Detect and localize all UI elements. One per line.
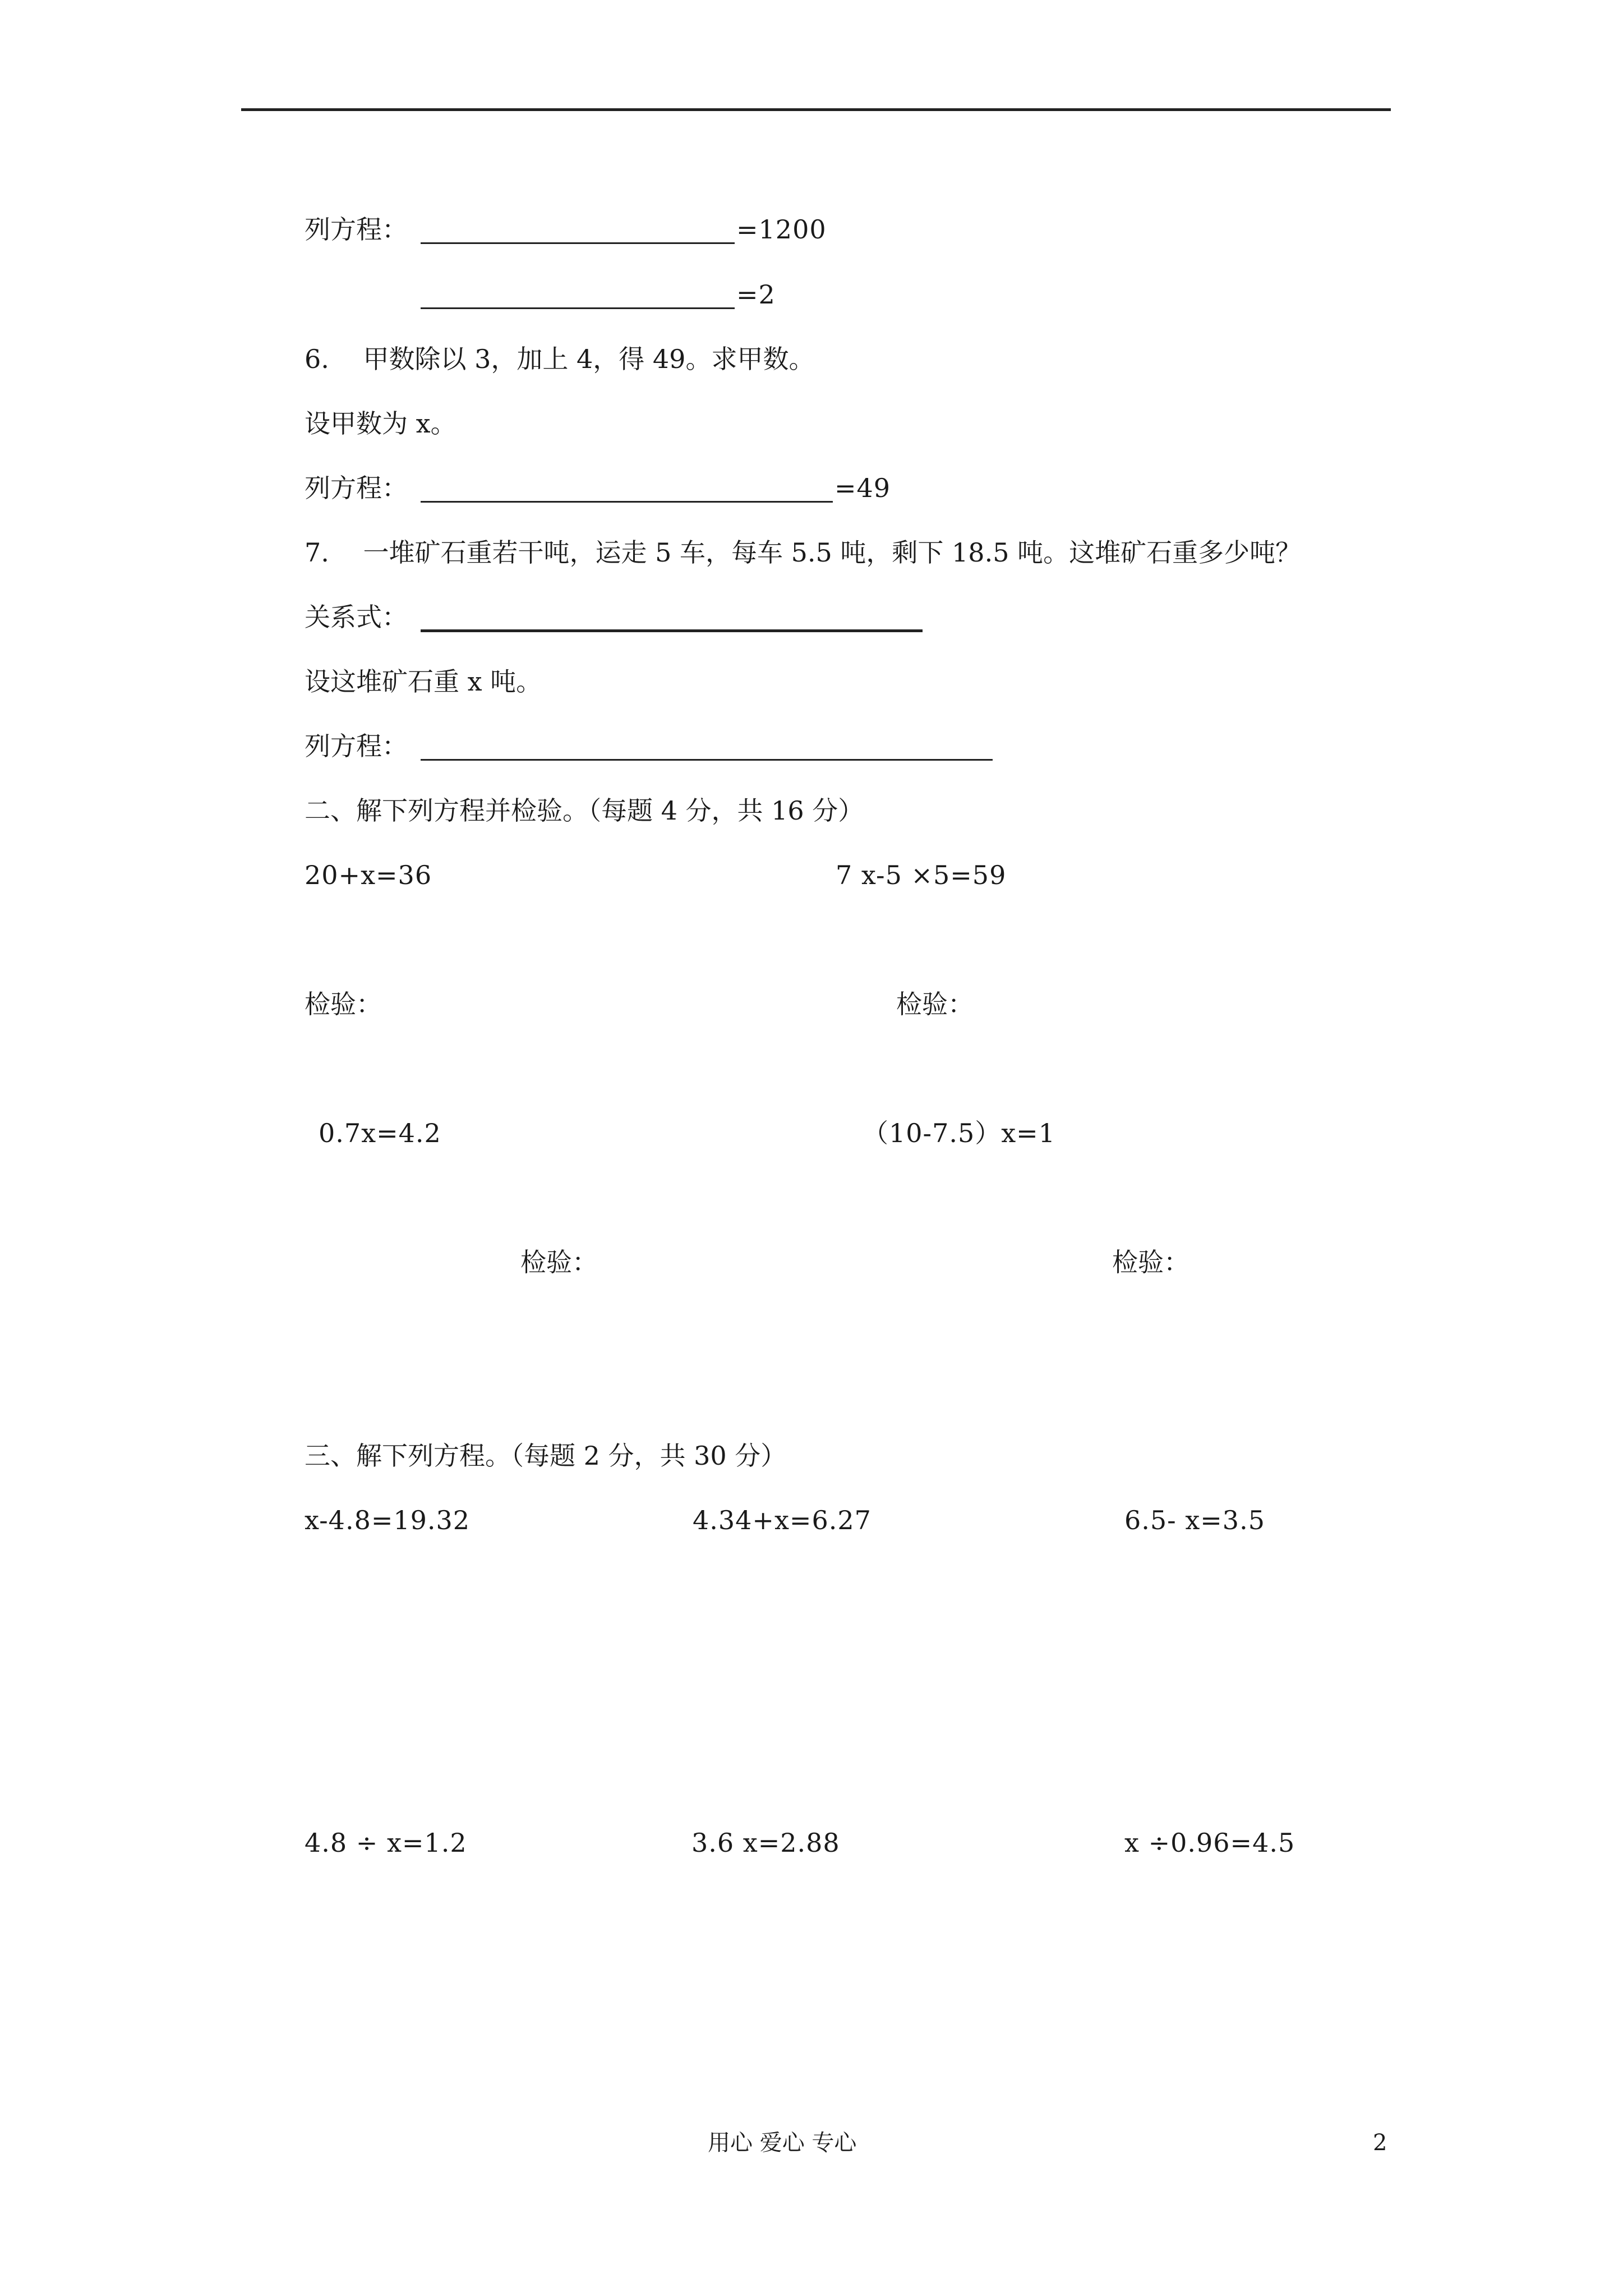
section-3-equation-4: 4.8 ÷ x=1.2	[305, 1828, 467, 1858]
section-3-equation-3: 6.5- x=3.5	[1124, 1505, 1265, 1535]
section-2-check-label-4: 检验：	[1112, 1247, 1189, 1277]
section-3-heading: 三、解下列方程。（每题 2 分，共 30 分）	[305, 1441, 787, 1471]
section-3-equation-6: x ÷0.96=4.5	[1124, 1828, 1295, 1858]
section-2-equation-4: （10-7.5）x=1	[863, 1118, 1055, 1148]
section-2-equation-1: 20+x=36	[305, 860, 432, 890]
q6-let-statement: 设甲数为 x。	[305, 408, 457, 439]
q5-blank-2[interactable]	[421, 307, 735, 309]
q5-equation-2-rhs: =2	[736, 279, 776, 310]
q6-equation-rhs: =49	[834, 473, 891, 503]
section-2-equation-2: 7 x-5 ×5=59	[836, 860, 1007, 890]
q5-equation-label: 列方程：	[305, 214, 408, 245]
footer-slogan: 用心 爱心 专心	[708, 2130, 857, 2156]
q7-let-statement: 设这堆矿石重 x 吨。	[305, 666, 542, 697]
header-rule	[241, 108, 1391, 111]
section-2-heading: 二、解下列方程并检验。（每题 4 分，共 16 分）	[305, 795, 864, 826]
q5-equation-1-rhs: =1200	[736, 214, 827, 245]
q7-equation-blank[interactable]	[421, 759, 993, 761]
q7-question: 7. 一堆矿石重若干吨，运走 5 车，每车 5.5 吨，剩下 18.5 吨。这堆矿石重多少吨？	[305, 537, 1302, 568]
section-2-check-label-2: 检验：	[896, 989, 974, 1019]
section-2-check-label-3: 检验：	[520, 1247, 598, 1277]
q6-blank[interactable]	[421, 501, 833, 503]
q6-question: 6. 甲数除以 3，加上 4，得 49。求甲数。	[305, 344, 815, 374]
section-3-equation-5: 3.6 x=2.88	[691, 1828, 840, 1858]
section-2-equation-3: 0.7x=4.2	[319, 1118, 441, 1148]
section-2-check-label-1: 检验：	[305, 989, 382, 1019]
section-3-equation-2: 4.34+x=6.27	[693, 1505, 872, 1535]
q6-equation-label: 列方程：	[305, 473, 408, 503]
page-number: 2	[1373, 2130, 1387, 2156]
q7-equation-label: 列方程：	[305, 731, 408, 761]
q7-relation-label: 关系式：	[305, 602, 408, 632]
section-3-equation-1: x-4.8=19.32	[305, 1505, 471, 1535]
q7-relation-blank[interactable]	[421, 629, 923, 632]
q5-blank-1[interactable]	[421, 242, 735, 244]
